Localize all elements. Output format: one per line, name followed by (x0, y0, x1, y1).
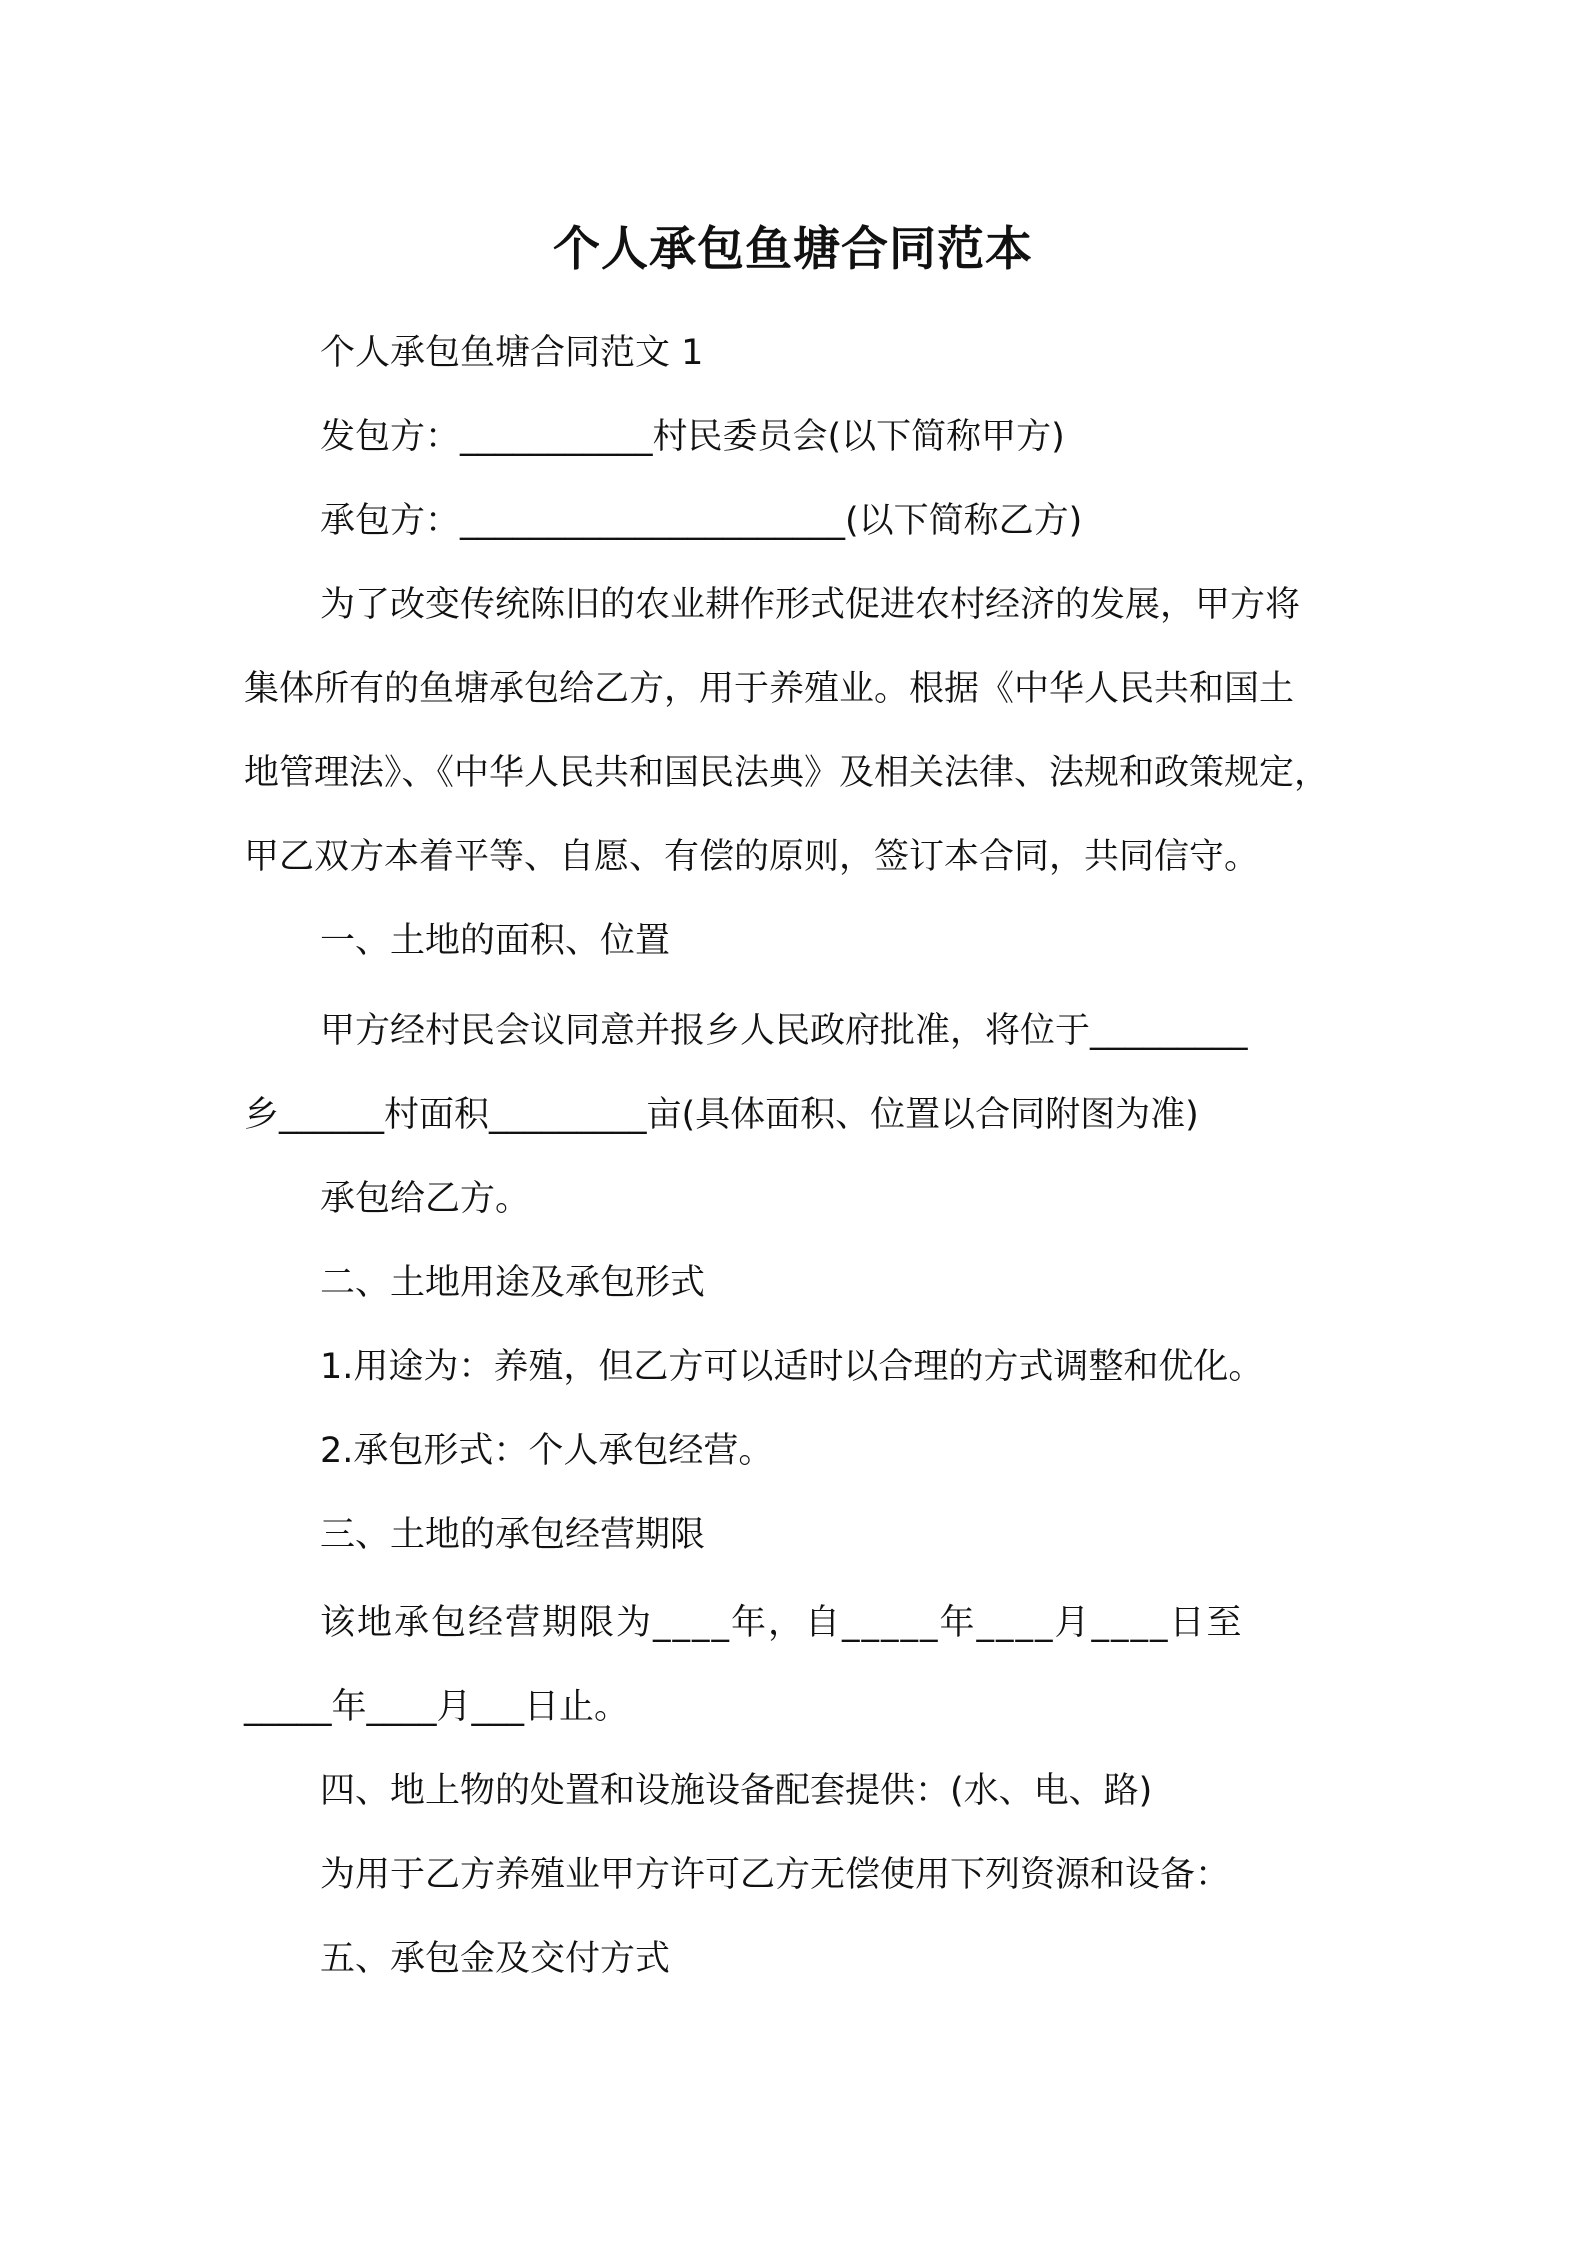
preamble-line-4: 甲乙双方本着平等、自愿、有偿的原则，签订本合同，共同信守。 (244, 837, 1260, 877)
party-a-line: 发包方：___________村民委员会(以下简称甲方) (320, 417, 1065, 457)
preamble-line-1: 为了改变传统陈旧的农业耕作形式促进农村经济的发展，甲方将 (320, 585, 1301, 625)
clause-3-heading: 三、土地的承包经营期限 (320, 1515, 706, 1555)
clause-2-heading: 二、土地用途及承包形式 (320, 1263, 706, 1303)
preamble-line-2: 集体所有的鱼塘承包给乙方，用于养殖业。根据《中华人民共和国土 (244, 669, 1295, 709)
clause-1-text-line-3: 承包给乙方。 (320, 1179, 531, 1219)
party-b-line: 承包方：______________________(以下简称乙方) (320, 501, 1083, 541)
clause-1-heading: 一、土地的面积、位置 (320, 921, 671, 961)
clause-4-text: 为用于乙方养殖业甲方许可乙方无偿使用下列资源和设备： (320, 1855, 1231, 1895)
clause-2-item-2: 2.承包形式：个人承包经营。 (320, 1431, 774, 1471)
preamble-line-3: 地管理法》、《中华人民共和国民法典》及相关法律、法规和政策规定， (244, 753, 1330, 793)
clause-4-heading: 四、地上物的处置和设施设备配套提供：(水、电、路) (320, 1771, 1153, 1811)
clause-2-item-1: 1.用途为：养殖，但乙方可以适时以合理的方式调整和优化。 (320, 1347, 1264, 1387)
clause-5-heading: 五、承包金及交付方式 (320, 1939, 671, 1979)
clause-3-text-line-1: 该地承包经营期限为____年，自_____年____月____日至 (320, 1603, 1244, 1643)
section-heading-sample-1: 个人承包鱼塘合同范文 1 (320, 333, 704, 373)
document-title: 个人承包鱼塘合同范本 (553, 222, 1033, 277)
clause-1-text-line-1: 甲方经村民会议同意并报乡人民政府批准，将位于_________ (320, 1011, 1248, 1051)
clause-1-text-line-2: 乡______村面积_________亩(具体面积、位置以合同附图为准) (244, 1095, 1199, 1135)
clause-3-text-line-2: _____年____月___日止。 (244, 1687, 630, 1727)
